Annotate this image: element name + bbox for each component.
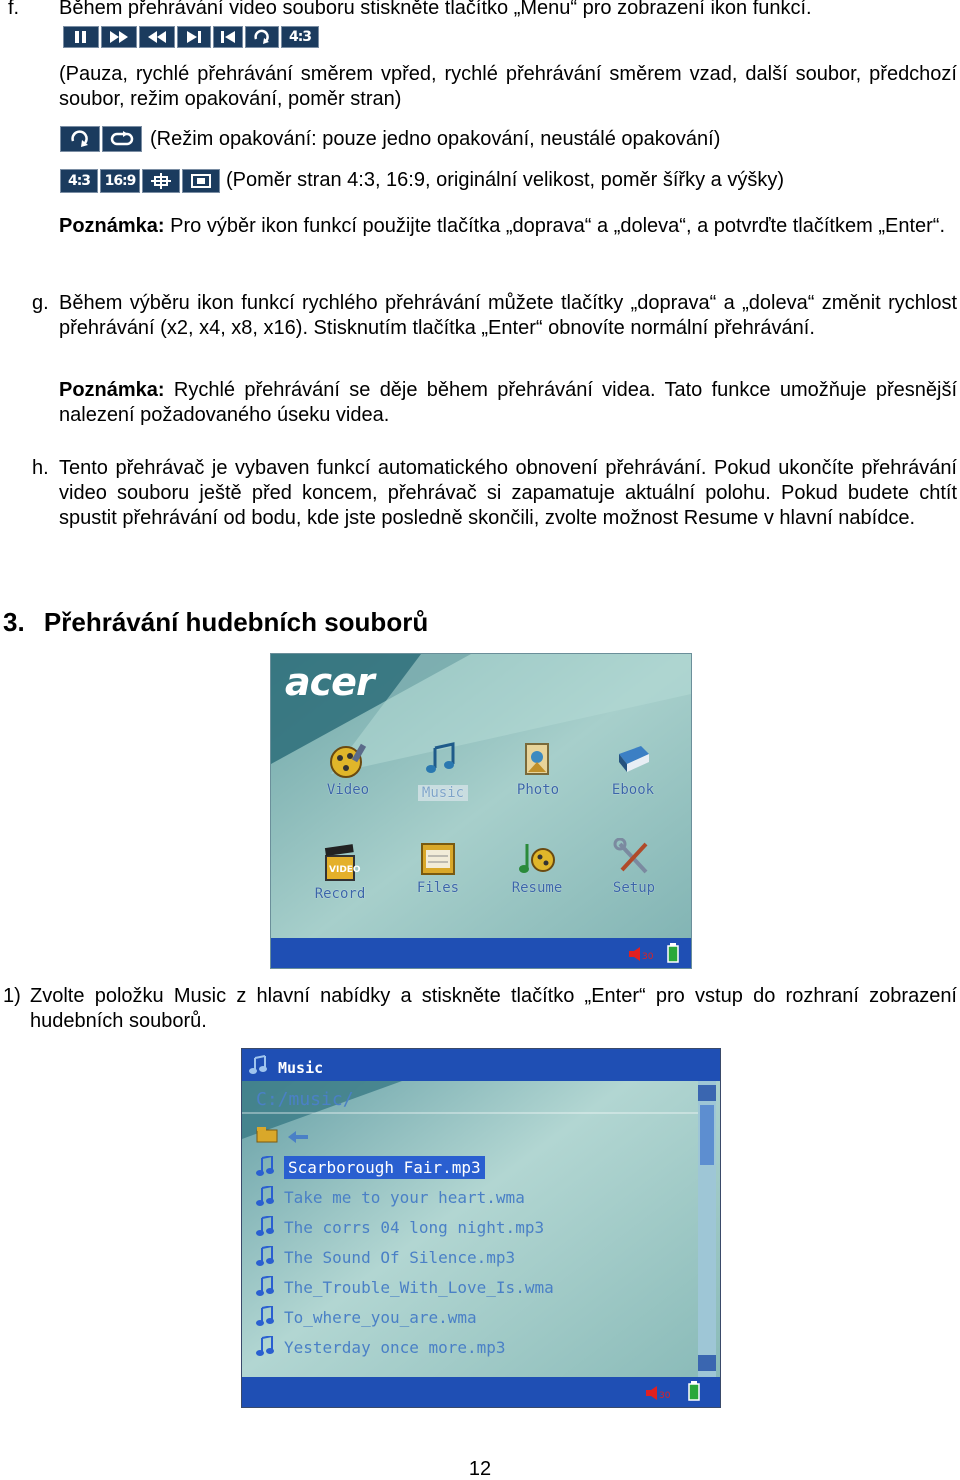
rewind-icon [139, 26, 175, 48]
tools-icon [612, 838, 656, 878]
menu-label: Setup [612, 880, 656, 896]
file-name: The Sound Of Silence.mp3 [284, 1247, 516, 1267]
resume-icon [515, 838, 559, 878]
parent-folder-row[interactable] [256, 1125, 308, 1149]
browser-title: Music [278, 1059, 324, 1077]
menu-item-files[interactable] [393, 838, 483, 896]
file-name: To_where_you_are.wma [284, 1307, 477, 1327]
menu-item-photo[interactable] [493, 740, 583, 798]
item-f-note [59, 214, 957, 239]
svg-text:VIDEO: VIDEO [329, 865, 361, 875]
repeat-mode-icons [60, 126, 142, 152]
repeat-mode-description: (Režim opakování: pouze jedno opakování, neustálé opakování) [150, 128, 721, 150]
book-icon [611, 740, 655, 780]
file-row-selected[interactable] [256, 1153, 485, 1181]
item-g-text: Během výběru ikon funkcí rychlého přehrávání můžete tlačítky „doprava“ a „doleva“ změnit rychlost přehrávání (x2, x4, x8, x16). Stisknutím tlačítka „Enter“ obnovíte normální přehrávání. [59, 292, 957, 339]
back-arrow-icon [288, 1126, 308, 1149]
folder-up-icon [256, 1125, 278, 1149]
list-marker-h: h. [32, 457, 49, 479]
next-file-icon [177, 26, 211, 48]
menu-label: Video [326, 782, 370, 798]
volume-icon [627, 945, 657, 968]
battery-icon [688, 1381, 700, 1407]
battery-icon [667, 943, 679, 969]
repeat-icon [245, 26, 279, 48]
item-g-note [59, 378, 957, 428]
menu-label: Files [416, 880, 460, 896]
menu-label-selected: Music [418, 785, 468, 801]
page-number: 12 [468, 1458, 492, 1480]
svg-text:30: 30 [659, 1391, 671, 1401]
note-label: Poznámka: [59, 379, 165, 401]
music-notes-icon [421, 740, 465, 780]
file-row[interactable] [256, 1243, 515, 1271]
original-size-icon [142, 169, 180, 193]
music-file-icon [256, 1186, 276, 1208]
note-text: Pro výběr ikon funkcí použijte tlačítka „doprava“ a „doleva“, a potvrďte tlačítkem „Enter“. [170, 215, 945, 237]
aspect-16-9-icon: 16:9 [100, 169, 140, 193]
music-file-icon [256, 1336, 276, 1358]
music-file-icon [256, 1246, 276, 1268]
fast-forward-icon [101, 26, 137, 48]
file-name: The_Trouble_With_Love_Is.wma [284, 1277, 554, 1297]
volume-icon [644, 1384, 674, 1407]
photo-icon [516, 740, 560, 780]
music-file-icon [256, 1156, 276, 1178]
current-path: C:/music/ [256, 1089, 354, 1110]
list-marker-g: g. [32, 292, 49, 314]
repeat-one-icon [60, 126, 100, 152]
file-row[interactable] [256, 1333, 506, 1361]
section-heading [3, 606, 428, 638]
music-file-icon [256, 1216, 276, 1238]
step-marker: 1) [3, 985, 21, 1007]
aspect-4-3-icon: 4:3 [60, 169, 98, 193]
file-row[interactable] [256, 1183, 525, 1211]
item-h-text: Tento přehrávač je vybaven funkcí automatického obnovení přehrávání. Pokud ukončíte přehrávání video souboru ještě před koncem, přehrávač si zapamatuje aktuální polohu. Pokud budete chtít spustit přehrávání od bodu, kde jste posledně skončili, zvolte možnost Resume v hlavní nabídce. [59, 457, 957, 529]
music-notes-icon [248, 1055, 272, 1081]
list-marker-f: f. [8, 0, 20, 19]
menu-label: Ebook [611, 782, 655, 798]
music-browser-screenshot [241, 1048, 721, 1408]
step1-text: Zvolte položku Music z hlavní nabídky a stiskněte tlačítko „Enter“ pro vstup do rozhraní zobrazení hudebních souborů. [30, 985, 957, 1032]
film-reel-icon [326, 740, 370, 780]
note-text: Rychlé přehrávání se děje během přehrávání videa. Tato funkce umožňuje přesnější nalezení požadovaného úseku videa. [59, 379, 958, 426]
menu-item-ebook[interactable] [588, 740, 678, 798]
folder-icon [416, 838, 460, 878]
menu-item-setup[interactable] [589, 838, 679, 896]
browser-header [248, 1055, 323, 1081]
repeat-all-icon [102, 126, 142, 152]
clapperboard-icon [318, 844, 362, 884]
note-label: Poznámka: [59, 215, 165, 237]
section-title: Přehrávání hudebních souborů [43, 607, 429, 637]
previous-file-icon [213, 26, 243, 48]
menu-item-video[interactable] [303, 740, 393, 798]
menu-label: Photo [516, 782, 560, 798]
menu-item-resume[interactable] [492, 838, 582, 896]
music-file-icon [256, 1306, 276, 1328]
menu-label: Record [314, 886, 366, 902]
main-menu-screenshot [270, 653, 692, 969]
menu-label: Resume [511, 880, 563, 896]
acer-logo: acer [285, 660, 374, 704]
file-row[interactable] [256, 1213, 544, 1241]
aspect-ratio-icons [60, 169, 220, 193]
section-number: 3. [3, 607, 25, 637]
fit-icon [182, 169, 220, 193]
file-row[interactable] [256, 1273, 554, 1301]
item-f-text: Během přehrávání video souboru stiskněte tlačítko „Menu“ pro zobrazení ikon funkcí. [59, 0, 812, 19]
file-name: Take me to your heart.wma [284, 1187, 525, 1207]
file-name: The corrs 04 long night.mp3 [284, 1217, 545, 1237]
music-file-icon [256, 1276, 276, 1298]
file-name: Scarborough Fair.mp3 [284, 1156, 485, 1179]
aspect-ratio-description: (Poměr stran 4:3, 16:9, originální velikost, poměr šířky a výšky) [226, 169, 784, 191]
file-row[interactable] [256, 1303, 477, 1331]
svg-text:30: 30 [642, 952, 654, 962]
video-toolbar-icons [63, 26, 319, 48]
menu-item-record[interactable] [295, 844, 385, 902]
item-f-description: (Pauza, rychlé přehrávání směrem vpřed, rychlé přehrávání směrem vzad, další soubor, předchozí soubor, režim opakování, poměr stran) [59, 63, 957, 110]
aspect-4-3-icon: 4:3 [281, 26, 319, 48]
pause-icon [63, 26, 99, 48]
file-name: Yesterday once more.mp3 [284, 1337, 506, 1357]
menu-item-music[interactable] [398, 740, 488, 803]
